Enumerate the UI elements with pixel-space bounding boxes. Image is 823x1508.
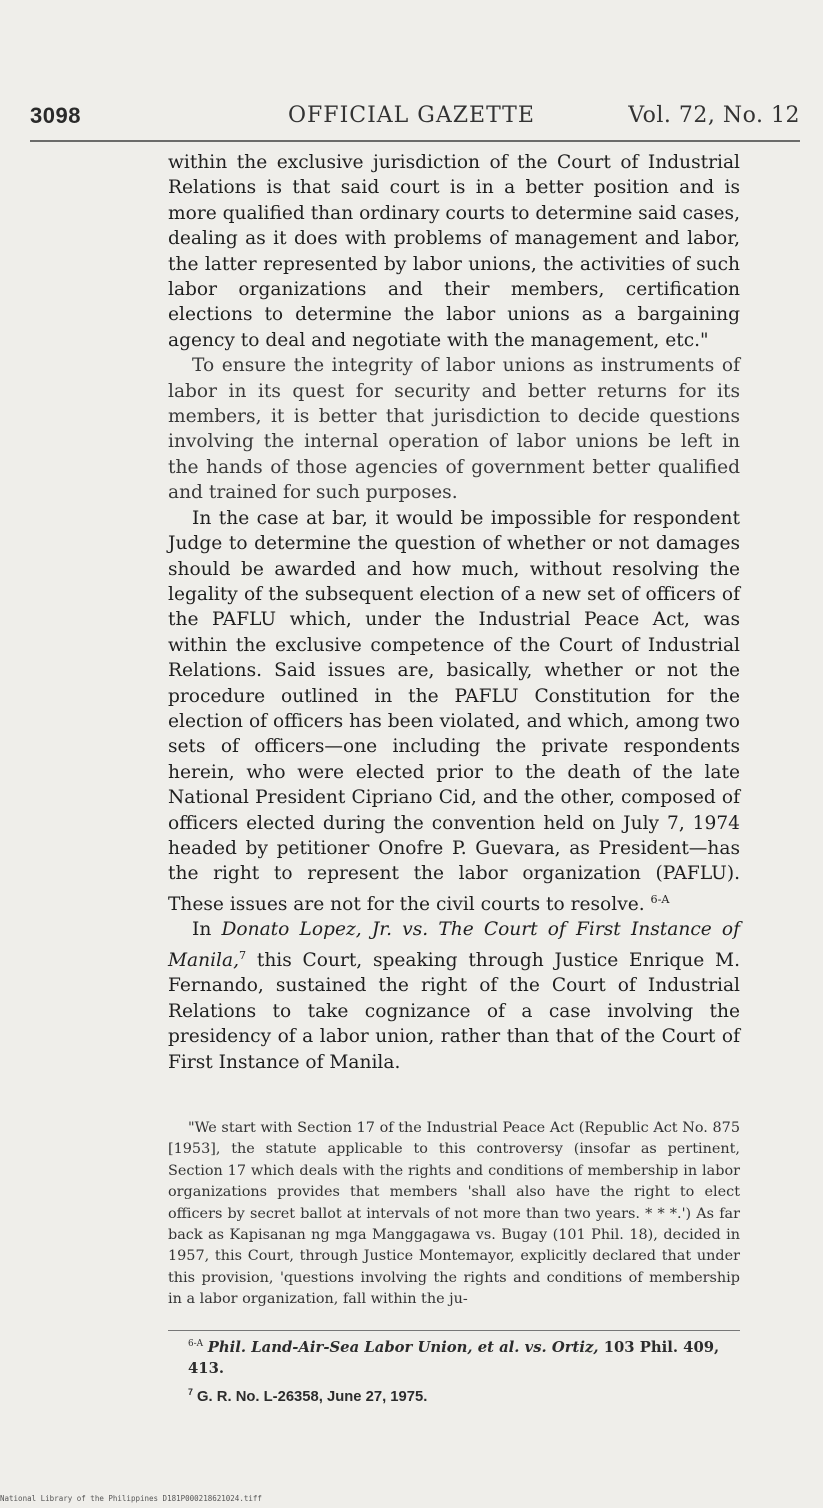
- paragraph-4-text: this Court, speaking through Justice Enrique M. Fernando, sustained the right of the Court of Industrial Relations to take cognizance of a case involving the presidency of a labor union, rather than that of the Court of First Instance of Manila.: [168, 949, 740, 1073]
- page-header: [30, 103, 800, 143]
- scan-footer: National Library of the Philippines D181P000218621024.tiff: [0, 1494, 262, 1503]
- footnote-7-mark: 7: [188, 1386, 193, 1397]
- case-citation: Donato Lopez, Jr. vs. The Court of First Instance of Manila,: [168, 919, 741, 971]
- paragraph-4: [168, 917, 740, 1075]
- publication-title: OFFICIAL GAZETTE: [288, 103, 535, 128]
- page-number: 3098: [30, 103, 81, 128]
- header-rule: [30, 140, 800, 142]
- footnote-7: [168, 1382, 740, 1408]
- paragraph-2: To ensure the integrity of labor unions as instruments of labor in its quest for security and better returns for its members, it is better that jurisdiction to decide questions involving the internal operation of labor unions be left in the hands of those agencies of government better qualified and trained for such purposes.: [168, 355, 740, 504]
- footnotes: [168, 1334, 740, 1408]
- block-quote: "We start with Section 17 of the Industrial Peace Act (Republic Act No. 875 [1953], the statute applicable to this controversy (insofar as pertinent, Section 17 which deals with the rights and conditions of membership in labor organizations provides that members 'shall also have the right to elect officers by secret ballot at intervals of not more than two years. * * *.') As far back as Kapisanan ng mga Manggagawa vs. Bugay (101 Phil. 18), decided in 1957, this Court, through Justice Montemayor, explicitly declared that under this provision, 'questions involving the rights and conditions of membership in a labor organization, fall within the ju-: [168, 1120, 740, 1308]
- footnote-7-text: G. R. No. L-26358, June 27, 1975.: [192, 1388, 428, 1405]
- paragraph-1: within the exclusive jurisdiction of the Court of Industrial Relations is that said court is in a better position and is more qualified than ordinary courts to determine said cases, dealing as it does with problems of management and labor, the latter represented by labor unions, the activities of such labor organizations and their members, certification elections to determine the labor unions as a bargaining agency to deal and negotiate with the management, etc.": [168, 152, 741, 351]
- paragraph-3-text: In the case at bar, it would be impossible for respondent Judge to determine the question of whether or not damages should be awarded and how much, without resolving the legality of the subsequent election of a new set of officers of the PAFLU which, under the Industrial Peace Act, was within the exclusive competence of the Court of Industrial Relations. Said issues are, basically, whether or not the procedure outlined in the PAFLU Constitution for the election of officers has been violated, and which, among two sets of officers—one including the private respondents herein, who were elected prior to the death of the late National President Cipriano Cid, and the other, composed of officers elected during the convention held on July 7, 1974 headed by petitioner Onofre P. Guevara, as President—has the right to represent the labor organization (PAFLU). These issues are not for the civil courts to resolve.: [168, 507, 740, 915]
- footnote-6a-mark: 6-A: [188, 1339, 204, 1349]
- paragraph-3: [168, 506, 740, 918]
- footnote-rule: [168, 1330, 740, 1331]
- footnote-6a: [168, 1334, 740, 1379]
- footnote-6a-case: Phil. Land-Air-Sea Labor Union, et al. vs. Ortiz,: [207, 1338, 599, 1356]
- paragraph-4-lead: In: [192, 919, 222, 941]
- volume-number: Vol. 72, No. 12: [628, 103, 800, 128]
- footnote-ref-6a: 6-A: [650, 892, 670, 906]
- footnote-ref-7: 7: [239, 948, 247, 962]
- footnote-6a-cite: 103 Phil. 409, 413.: [188, 1338, 720, 1377]
- body-text: [168, 150, 740, 1075]
